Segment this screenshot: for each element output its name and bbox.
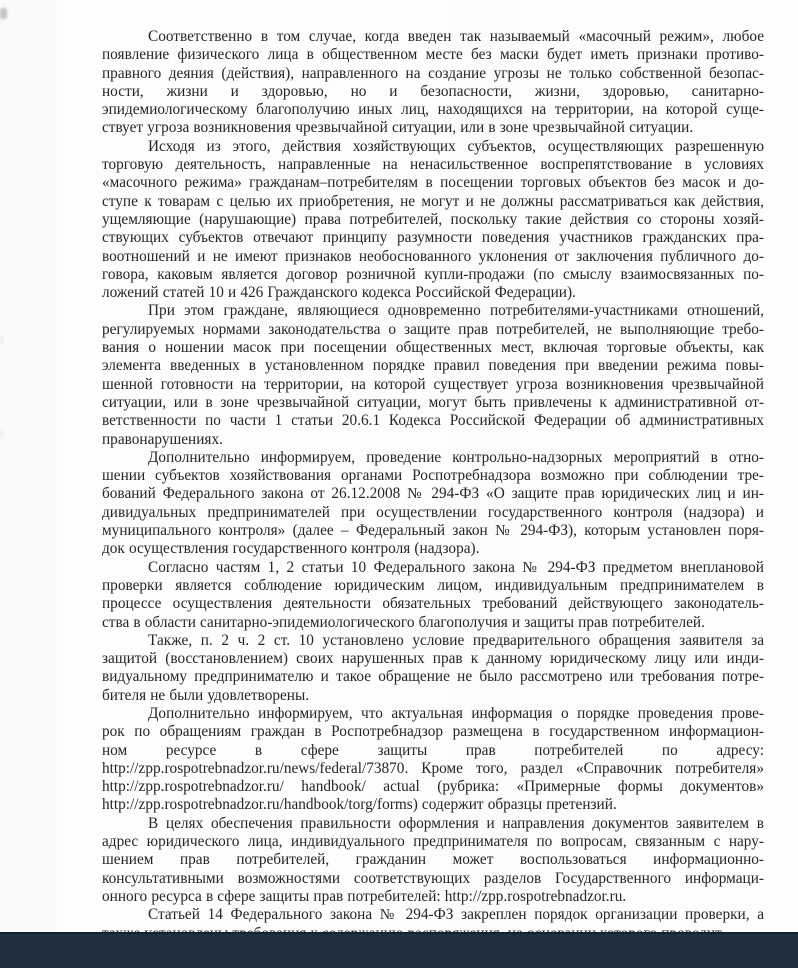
paragraph: [102, 815, 764, 906]
text-line: проверки является соблюдение юридическим лицом, индивидуальным предпринимателем в: [102, 576, 764, 594]
paragraph: [102, 632, 764, 705]
text-line: вания о ношении масок при посещении общественных мест, включая торговые объекты, как: [102, 339, 764, 357]
text-line: Дополнительно информируем, что актуальная информация о порядке проведения прове-: [148, 704, 764, 722]
scan-artifact-smudge: [0, 8, 7, 19]
paragraph: [102, 138, 764, 303]
text-line: ложений статей 10 и 426 Гражданского кодекса Российской Федерации).: [102, 284, 576, 302]
text-line: шением прав потребителей, гражданин может воспользоваться информационно-: [102, 851, 764, 869]
text-line: адрес юридического лица, индивидуального предпринимателя по вопросам, связанным с нару-: [102, 833, 764, 851]
text-line: бителя не были удовлетворены.: [102, 686, 310, 704]
text-line: бований Федерального закона от 26.12.2008 № 294-ФЗ «О защите прав юридических лиц и ин-: [102, 485, 764, 503]
text-line: Согласно частям 1, 2 статьи 10 Федерального закона № 294-ФЗ предметом внеплановой: [148, 558, 764, 576]
text-line: появление физического лица в общественном месте без маски будет иметь признаки противо-: [102, 46, 764, 64]
paragraph: [102, 559, 764, 632]
text-line: регулируемых нормами законодательства о защите прав потребителей, не выполняющие требо-: [102, 320, 764, 338]
text-line: ветственности по части 1 статьи 20.6.1 Кодекса Российской Федерации об административных: [102, 412, 764, 430]
text-line: защитой (восстановлением) своих нарушенных прав к данному юридическому лицу или инди-: [102, 650, 764, 668]
text-line: шении субъектов хозяйствования органами Роспотребнадзора возможно при соблюдении тре-: [102, 467, 764, 485]
paragraph: [102, 705, 764, 815]
paragraph: [102, 28, 764, 138]
text-line: торговую деятельность, направленные на ненасильственное воспрепятствование в условиях: [102, 156, 764, 174]
text-line: В целях обеспечения правильности оформления и направления документов заявителем в: [148, 814, 764, 832]
text-line: воотношений и не имеют признаков необоснованного уклонения от заключения публичного до-: [102, 247, 764, 265]
text-line: Соответственно в том случае, когда введен так называемый «масочный режим», любое: [148, 28, 764, 45]
text-line: дивидуальных предпринимателей при осуществлении государственного контроля (надзора) и: [102, 503, 764, 521]
text-line: ства в области санитарно-эпидемиологического благополучия и защиты прав потребителей.: [102, 613, 705, 631]
text-line: http://zpp.rospotrebnadzor.ru/ handbook/ actual (рубрика: «Примерные формы документов»: [102, 778, 764, 796]
text-line: правного деяния (действия), направленного на создание угрозы не только собственной безопас-: [102, 64, 764, 82]
scan-artifact-smudge: [0, 430, 4, 438]
text-line: http://zpp.rospotrebnadzor.ru/handbook/torg/forms) содержит образцы претензий.: [102, 796, 617, 814]
text-line: Также, п. 2 ч. 2 ст. 10 установлено условие предварительного обращения заявителя за: [148, 631, 764, 649]
text-line: Исходя из этого, действия хозяйствующих субъектов, осуществляющих разрешенную: [148, 137, 764, 155]
text-line: консультативными возможностями соответствующих разделов Государственного информаци-: [102, 869, 764, 887]
text-line: элемента введенных в установленном порядке правил поведения при введении режима повы-: [102, 357, 764, 375]
text-line: эпидемиологическому благополучию иных лиц, находящихся на территории, на которой суще-: [102, 101, 764, 119]
text-line: говора, каковым является договор розничной купли-продажи (по смыслу взаимосвязанных по-: [102, 265, 764, 283]
text-line: ствующих субъектов отвечают принципу разумности поведения участников гражданских пра-: [102, 229, 764, 247]
text-line: шенной готовности на территории, на которой существует угроза возникновения чрезвычайной: [102, 375, 764, 393]
text-line: Дополнительно информируем, проведение контрольно-надзорных мероприятий в отно-: [148, 448, 764, 466]
text-line: процессе осуществления деятельности обязательных требований действующего законодатель-: [102, 595, 764, 613]
text-line: Статьей 14 Федерального закона № 294-ФЗ закреплен порядок организации проверки, а: [148, 906, 764, 924]
scan-cutoff-bar: [0, 932, 798, 968]
text-line: онного ресурса в сфере защиты прав потребителей: http://zpp.rospotrebnadzor.ru.: [102, 887, 627, 905]
text-line: ствует угроза возникновения чрезвычайной ситуации, или в зоне чрезвычайной ситуации.: [102, 119, 694, 137]
text-line: правонарушениях.: [102, 430, 223, 448]
text-line: При этом граждане, являющиеся одновременно потребителями-участниками отношений,: [148, 302, 764, 320]
text-line: ситуации, или в зоне чрезвычайной ситуации, могут быть привлечены к административной от-: [102, 393, 764, 411]
text-line: «масочного режима» гражданам–потребителям в посещении торговых объектов без масок и до-: [102, 174, 764, 192]
text-line: ступе к товарам с целью их приобретения, не могут и не должны рассматриваться как действия,: [102, 192, 764, 210]
text-line: ности, жизни и здоровью, но и безопасности, жизни, здоровью, санитарно-: [102, 82, 764, 100]
text-line: док осуществления государственного контроля (надзора).: [102, 540, 480, 558]
text-line: http://zpp.rospotrebnadzor.ru/news/federal/73870. Кроме того, раздел «Справочник потребителя»: [102, 759, 764, 777]
text-line: видуальному предпринимателю и такое обращение не было рассмотрено или требования потре-: [102, 668, 764, 686]
scan-artifact-smudge: [0, 336, 4, 345]
paragraph: [102, 449, 764, 559]
text-line: ном ресурсе в сфере защиты прав потребителей по адресу:: [102, 741, 764, 759]
text-line: ущемляющие (нарушающие) права потребителей, поскольку такие действия со стороны хозяй-: [102, 210, 764, 228]
text-line: муниципального контроля» (далее – Федеральный закон № 294-ФЗ), которым установлен поря-: [102, 522, 764, 540]
text-line: рок по обращениям граждан в Роспотребнадзор размещена в государственном информацион-: [102, 723, 764, 741]
paragraph: [102, 302, 764, 448]
